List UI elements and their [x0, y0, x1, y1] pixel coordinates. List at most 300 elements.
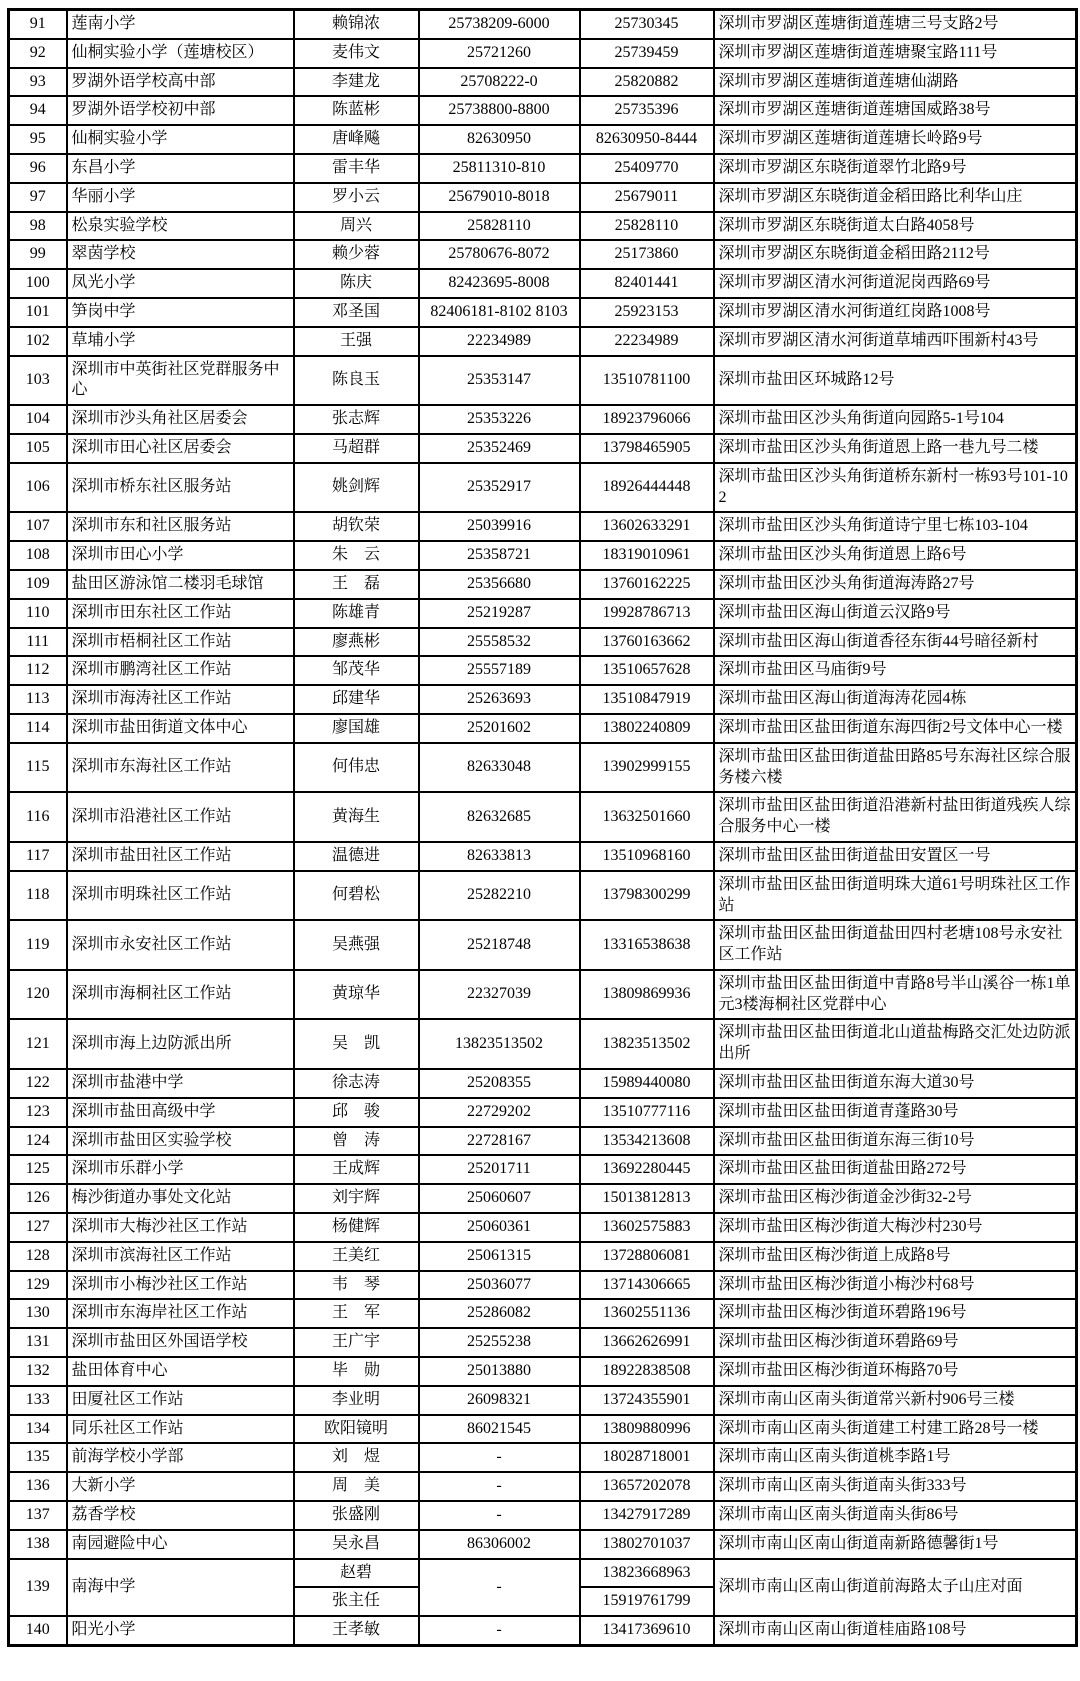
table-row — [9, 1357, 1077, 1386]
table-row — [9, 1415, 1077, 1444]
cell-contact: 黄海生 — [294, 792, 419, 842]
cell-contact: 徐志涛 — [294, 1069, 419, 1098]
table-row — [9, 970, 1077, 1020]
cell-address: 深圳市盐田区盐田街道东海大道30号 — [714, 1069, 1077, 1098]
cell-seq: 118 — [9, 871, 67, 921]
table-row — [9, 269, 1077, 298]
cell-contact: 李建龙 — [294, 68, 419, 97]
cell-name: 草埔小学 — [67, 327, 294, 356]
cell-phone: 25353147 — [419, 356, 580, 406]
cell-contact: 马超群 — [294, 434, 419, 463]
cell-mobile: 13809869936 — [580, 970, 714, 1020]
cell-phone: 25356680 — [419, 570, 580, 599]
cell-mobile: 13510968160 — [580, 842, 714, 871]
cell-seq: 130 — [9, 1299, 67, 1328]
cell-mobile: 13602633291 — [580, 512, 714, 541]
cell-mobile: 13714306665 — [580, 1271, 714, 1300]
cell-mobile: 13802240809 — [580, 714, 714, 743]
cell-name: 笋岗中学 — [67, 298, 294, 327]
cell-phone: 25036077 — [419, 1271, 580, 1300]
cell-phone: 25208355 — [419, 1069, 580, 1098]
cell-address: 深圳市盐田区沙头角街道桥东新村一栋93号101-102 — [714, 463, 1077, 513]
cell-phone: 25828110 — [419, 212, 580, 241]
cell-phone: 86021545 — [419, 1415, 580, 1444]
table-row — [9, 463, 1077, 513]
cell-address: 深圳市盐田区梅沙街道大梅沙村230号 — [714, 1213, 1077, 1242]
cell-name: 深圳市田心社区居委会 — [67, 434, 294, 463]
table-row — [9, 1155, 1077, 1184]
cell-contact: 赖锦浓 — [294, 10, 419, 39]
cell-address: 深圳市罗湖区东晓街道金稻田路比利华山庄 — [714, 183, 1077, 212]
cell-address: 深圳市盐田区盐田街道沿港新村盐田街道残疾人综合服务中心一楼 — [714, 792, 1077, 842]
cell-name: 同乐社区工作站 — [67, 1415, 294, 1444]
cell-contact: 吴燕强 — [294, 920, 419, 970]
cell-phone: 25353226 — [419, 405, 580, 434]
table-row — [9, 212, 1077, 241]
cell-name: 深圳市海桐社区工作站 — [67, 970, 294, 1020]
cell-address: 深圳市盐田区盐田街道盐田路85号东海社区综合服务楼六楼 — [714, 743, 1077, 793]
cell-name: 华丽小学 — [67, 183, 294, 212]
cell-seq: 110 — [9, 599, 67, 628]
cell-name: 阳光小学 — [67, 1616, 294, 1645]
cell-name: 深圳市沙头角社区居委会 — [67, 405, 294, 434]
cell-name: 罗湖外语学校初中部 — [67, 96, 294, 125]
cell-phone: 22327039 — [419, 970, 580, 1020]
table-row — [9, 1213, 1077, 1242]
cell-name: 深圳市中英街社区党群服务中心 — [67, 356, 294, 406]
table-row — [9, 792, 1077, 842]
cell-address: 深圳市南山区南头街道建工村建工路28号一楼 — [714, 1415, 1077, 1444]
cell-address: 深圳市罗湖区东晓街道金稻田路2112号 — [714, 240, 1077, 269]
cell-contact: 欧阳镜明 — [294, 1415, 419, 1444]
cell-address: 深圳市盐田区马庙街9号 — [714, 656, 1077, 685]
cell-contact: 廖国雄 — [294, 714, 419, 743]
cell-address: 深圳市南山区南山街道桂庙路108号 — [714, 1616, 1077, 1645]
cell-contact: 韦 琴 — [294, 1271, 419, 1300]
cell-seq: 131 — [9, 1328, 67, 1357]
cell-contact: 邹茂华 — [294, 656, 419, 685]
cell-address: 深圳市盐田区盐田街道明珠大道61号明珠社区工作站 — [714, 871, 1077, 921]
table-row — [9, 1271, 1077, 1300]
cell-address: 深圳市罗湖区东晓街道翠竹北路9号 — [714, 154, 1077, 183]
cell-seq: 124 — [9, 1127, 67, 1156]
cell-contact: 廖燕彬 — [294, 628, 419, 657]
cell-contact: 罗小云 — [294, 183, 419, 212]
cell-contact: 李业明 — [294, 1386, 419, 1415]
cell-contact: 邱 骏 — [294, 1098, 419, 1127]
cell-phone: - — [419, 1559, 580, 1617]
cell-name: 深圳市永安社区工作站 — [67, 920, 294, 970]
cell-name: 深圳市田心小学 — [67, 541, 294, 570]
cell-seq: 108 — [9, 541, 67, 570]
cell-address: 深圳市盐田区环城路12号 — [714, 356, 1077, 406]
cell-mobile: 13902999155 — [580, 743, 714, 793]
table-row — [9, 920, 1077, 970]
cell-mobile: 18922838508 — [580, 1357, 714, 1386]
cell-seq: 113 — [9, 685, 67, 714]
cell-seq: 96 — [9, 154, 67, 183]
cell-phone: 25282210 — [419, 871, 580, 921]
cell-phone: 82406181-8102 8103 — [419, 298, 580, 327]
cell-mobile: 25409770 — [580, 154, 714, 183]
table-row — [9, 1559, 1077, 1588]
cell-contact: 周兴 — [294, 212, 419, 241]
cell-contact: 何伟忠 — [294, 743, 419, 793]
cell-seq: 117 — [9, 842, 67, 871]
cell-name: 南园避险中心 — [67, 1530, 294, 1559]
cell-name: 深圳市盐港中学 — [67, 1069, 294, 1098]
cell-mobile: 18028718001 — [580, 1443, 714, 1472]
cell-phone: - — [419, 1501, 580, 1530]
cell-contact: 雷丰华 — [294, 154, 419, 183]
cell-address: 深圳市罗湖区清水河街道草埔西吓围新村43号 — [714, 327, 1077, 356]
cell-contact: 王孝敏 — [294, 1616, 419, 1645]
cell-address: 深圳市盐田区海山街道海涛花园4栋 — [714, 685, 1077, 714]
cell-mobile: 13662626991 — [580, 1328, 714, 1357]
cell-seq: 129 — [9, 1271, 67, 1300]
cell-seq: 133 — [9, 1386, 67, 1415]
cell-name: 翠茵学校 — [67, 240, 294, 269]
cell-mobile: 18926444448 — [580, 463, 714, 513]
cell-name: 深圳市东和社区服务站 — [67, 512, 294, 541]
cell-phone: 22729202 — [419, 1098, 580, 1127]
cell-name: 深圳市盐田区外国语学校 — [67, 1328, 294, 1357]
cell-seq: 111 — [9, 628, 67, 657]
cell-phone: 25557189 — [419, 656, 580, 685]
cell-name: 深圳市东海社区工作站 — [67, 743, 294, 793]
cell-name: 深圳市田东社区工作站 — [67, 599, 294, 628]
cell-phone: 82630950 — [419, 125, 580, 154]
cell-seq: 121 — [9, 1019, 67, 1069]
cell-name: 深圳市沿港社区工作站 — [67, 792, 294, 842]
cell-address: 深圳市罗湖区莲塘街道莲塘三号支路2号 — [714, 10, 1077, 39]
cell-seq: 93 — [9, 68, 67, 97]
cell-address: 深圳市罗湖区清水河街道红岗路1008号 — [714, 298, 1077, 327]
cell-seq: 106 — [9, 463, 67, 513]
cell-name: 东昌小学 — [67, 154, 294, 183]
cell-seq: 101 — [9, 298, 67, 327]
cell-mobile: 13798465905 — [580, 434, 714, 463]
cell-name: 深圳市东海岸社区工作站 — [67, 1299, 294, 1328]
cell-seq: 127 — [9, 1213, 67, 1242]
table-row — [9, 10, 1077, 39]
cell-seq: 104 — [9, 405, 67, 434]
cell-phone: 22234989 — [419, 327, 580, 356]
cell-address: 深圳市盐田区沙头角街道恩上路6号 — [714, 541, 1077, 570]
table-row — [9, 434, 1077, 463]
cell-phone: 25358721 — [419, 541, 580, 570]
cell-mobile: 82401441 — [580, 269, 714, 298]
table-row — [9, 842, 1077, 871]
cell-phone: - — [419, 1616, 580, 1645]
cell-mobile: 13510781100 — [580, 356, 714, 406]
cell-phone: 25679010-8018 — [419, 183, 580, 212]
cell-phone: 82633813 — [419, 842, 580, 871]
cell-mobile: 13632501660 — [580, 792, 714, 842]
cell-contact: 赵碧 — [294, 1559, 419, 1588]
cell-mobile: 13823668963 — [580, 1559, 714, 1588]
cell-seq: 91 — [9, 10, 67, 39]
table-row — [9, 1019, 1077, 1069]
table-row — [9, 39, 1077, 68]
cell-mobile: 13802701037 — [580, 1530, 714, 1559]
table-row — [9, 1616, 1077, 1645]
cell-phone: 22728167 — [419, 1127, 580, 1156]
cell-contact: 姚剑辉 — [294, 463, 419, 513]
table-row — [9, 1530, 1077, 1559]
cell-seq: 92 — [9, 39, 67, 68]
cell-seq: 123 — [9, 1098, 67, 1127]
table-row — [9, 599, 1077, 628]
table-row — [9, 1386, 1077, 1415]
cell-seq: 134 — [9, 1415, 67, 1444]
cell-contact: 王成辉 — [294, 1155, 419, 1184]
cell-address: 深圳市盐田区沙头角街道诗宁里七栋103-104 — [714, 512, 1077, 541]
cell-name: 荔香学校 — [67, 1501, 294, 1530]
cell-address: 深圳市盐田区梅沙街道环碧路69号 — [714, 1328, 1077, 1357]
cell-phone: 25286082 — [419, 1299, 580, 1328]
cell-contact: 陈蓝彬 — [294, 96, 419, 125]
cell-mobile: 25679011 — [580, 183, 714, 212]
cell-contact: 唐峰飚 — [294, 125, 419, 154]
table-row — [9, 685, 1077, 714]
table-row — [9, 68, 1077, 97]
cell-seq: 103 — [9, 356, 67, 406]
cell-seq: 140 — [9, 1616, 67, 1645]
cell-address: 深圳市罗湖区莲塘街道莲塘聚宝路111号 — [714, 39, 1077, 68]
cell-address: 深圳市南山区南头街道南头街86号 — [714, 1501, 1077, 1530]
cell-name: 仙桐实验小学 — [67, 125, 294, 154]
cell-name: 南海中学 — [67, 1559, 294, 1617]
cell-mobile: 25173860 — [580, 240, 714, 269]
table-row — [9, 512, 1077, 541]
table-row — [9, 1127, 1077, 1156]
cell-mobile: 13760163662 — [580, 628, 714, 657]
cell-contact: 陈庆 — [294, 269, 419, 298]
cell-mobile: 13760162225 — [580, 570, 714, 599]
cell-address: 深圳市罗湖区莲塘街道莲塘长岭路9号 — [714, 125, 1077, 154]
cell-contact: 毕 勋 — [294, 1357, 419, 1386]
cell-mobile: 13798300299 — [580, 871, 714, 921]
cell-seq: 120 — [9, 970, 67, 1020]
cell-seq: 138 — [9, 1530, 67, 1559]
cell-seq: 119 — [9, 920, 67, 970]
cell-mobile: 13534213608 — [580, 1127, 714, 1156]
cell-name: 莲南小学 — [67, 10, 294, 39]
cell-seq: 100 — [9, 269, 67, 298]
table-row — [9, 298, 1077, 327]
table-row — [9, 1501, 1077, 1530]
cell-seq: 137 — [9, 1501, 67, 1530]
cell-name: 仙桐实验小学（莲塘校区） — [67, 39, 294, 68]
table-row — [9, 628, 1077, 657]
cell-seq: 114 — [9, 714, 67, 743]
table-row — [9, 240, 1077, 269]
cell-contact: 周 美 — [294, 1472, 419, 1501]
cell-name: 梅沙街道办事处文化站 — [67, 1184, 294, 1213]
table-row — [9, 1472, 1077, 1501]
cell-seq: 107 — [9, 512, 67, 541]
cell-phone: - — [419, 1472, 580, 1501]
cell-seq: 128 — [9, 1242, 67, 1271]
cell-phone: 25352917 — [419, 463, 580, 513]
cell-seq: 95 — [9, 125, 67, 154]
cell-name: 大新小学 — [67, 1472, 294, 1501]
cell-mobile: 25730345 — [580, 10, 714, 39]
table-row — [9, 356, 1077, 406]
cell-phone: 82423695-8008 — [419, 269, 580, 298]
cell-mobile: 13510777116 — [580, 1098, 714, 1127]
cell-name: 深圳市大梅沙社区工作站 — [67, 1213, 294, 1242]
cell-phone: 86306002 — [419, 1530, 580, 1559]
table-row — [9, 541, 1077, 570]
cell-contact: 王 磊 — [294, 570, 419, 599]
cell-contact: 王广宇 — [294, 1328, 419, 1357]
cell-address: 深圳市罗湖区东晓街道太白路4058号 — [714, 212, 1077, 241]
cell-phone: 25780676-8072 — [419, 240, 580, 269]
cell-name: 盐田体育中心 — [67, 1357, 294, 1386]
cell-name: 深圳市乐群小学 — [67, 1155, 294, 1184]
cell-phone: - — [419, 1443, 580, 1472]
cell-address: 深圳市罗湖区莲塘街道莲塘仙湖路 — [714, 68, 1077, 97]
cell-contact: 赖少蓉 — [294, 240, 419, 269]
cell-mobile: 13692280445 — [580, 1155, 714, 1184]
cell-phone: 25738209-6000 — [419, 10, 580, 39]
cell-seq: 125 — [9, 1155, 67, 1184]
cell-phone: 25201602 — [419, 714, 580, 743]
cell-seq: 112 — [9, 656, 67, 685]
table-row — [9, 1242, 1077, 1271]
table-row — [9, 570, 1077, 599]
cell-seq: 132 — [9, 1357, 67, 1386]
cell-contact: 张主任 — [294, 1587, 419, 1616]
cell-address: 深圳市南山区南头街道常兴新村906号三楼 — [714, 1386, 1077, 1415]
cell-mobile: 25735396 — [580, 96, 714, 125]
cell-mobile: 82630950-8444 — [580, 125, 714, 154]
cell-contact: 王 军 — [294, 1299, 419, 1328]
cell-contact: 何碧松 — [294, 871, 419, 921]
cell-address: 深圳市盐田区盐田街道青蓬路30号 — [714, 1098, 1077, 1127]
table-row — [9, 1328, 1077, 1357]
cell-contact: 邓圣国 — [294, 298, 419, 327]
cell-name: 深圳市盐田街道文体中心 — [67, 714, 294, 743]
cell-address: 深圳市盐田区盐田街道东海四街2号文体中心一楼 — [714, 714, 1077, 743]
table-row — [9, 96, 1077, 125]
table-row — [9, 1299, 1077, 1328]
cell-mobile: 13809880996 — [580, 1415, 714, 1444]
cell-address: 深圳市盐田区盐田街道盐田路272号 — [714, 1155, 1077, 1184]
cell-phone: 25352469 — [419, 434, 580, 463]
cell-seq: 105 — [9, 434, 67, 463]
table-row — [9, 1069, 1077, 1098]
cell-contact: 曾 涛 — [294, 1127, 419, 1156]
cell-mobile: 13724355901 — [580, 1386, 714, 1415]
cell-name: 罗湖外语学校高中部 — [67, 68, 294, 97]
cell-phone: 25738800-8800 — [419, 96, 580, 125]
table-row — [9, 656, 1077, 685]
table-row — [9, 1443, 1077, 1472]
cell-mobile: 25820882 — [580, 68, 714, 97]
cell-address: 深圳市盐田区梅沙街道小梅沙村68号 — [714, 1271, 1077, 1300]
cell-mobile: 13510847919 — [580, 685, 714, 714]
cell-mobile: 13510657628 — [580, 656, 714, 685]
cell-name: 深圳市桥东社区服务站 — [67, 463, 294, 513]
cell-phone: 25201711 — [419, 1155, 580, 1184]
cell-phone: 25218748 — [419, 920, 580, 970]
cell-contact: 张志辉 — [294, 405, 419, 434]
cell-mobile: 22234989 — [580, 327, 714, 356]
cell-address: 深圳市盐田区盐田街道东海三街10号 — [714, 1127, 1077, 1156]
cell-address: 深圳市盐田区盐田街道北山道盐梅路交汇处边防派出所 — [714, 1019, 1077, 1069]
cell-phone: 25061315 — [419, 1242, 580, 1271]
cell-mobile: 13427917289 — [580, 1501, 714, 1530]
table-row — [9, 743, 1077, 793]
cell-address: 深圳市盐田区海山街道云汉路9号 — [714, 599, 1077, 628]
cell-name: 深圳市小梅沙社区工作站 — [67, 1271, 294, 1300]
cell-seq: 94 — [9, 96, 67, 125]
cell-mobile: 13602551136 — [580, 1299, 714, 1328]
cell-mobile: 25828110 — [580, 212, 714, 241]
cell-phone: 25060361 — [419, 1213, 580, 1242]
cell-address: 深圳市盐田区盐田街道盐田四村老塘108号永安社区工作站 — [714, 920, 1077, 970]
cell-address: 深圳市盐田区梅沙街道金沙街32-2号 — [714, 1184, 1077, 1213]
cell-name: 深圳市盐田高级中学 — [67, 1098, 294, 1127]
cell-contact: 吴永昌 — [294, 1530, 419, 1559]
cell-contact: 刘 煜 — [294, 1443, 419, 1472]
cell-address: 深圳市盐田区梅沙街道上成路8号 — [714, 1242, 1077, 1271]
cell-contact: 温德进 — [294, 842, 419, 871]
cell-phone: 25013880 — [419, 1357, 580, 1386]
cell-address: 深圳市盐田区沙头角街道海涛路27号 — [714, 570, 1077, 599]
cell-seq: 99 — [9, 240, 67, 269]
cell-contact: 吴 凯 — [294, 1019, 419, 1069]
cell-contact: 胡钦荣 — [294, 512, 419, 541]
cell-name: 深圳市海上边防派出所 — [67, 1019, 294, 1069]
table-row — [9, 1098, 1077, 1127]
cell-phone: 26098321 — [419, 1386, 580, 1415]
cell-address: 深圳市盐田区盐田街道中青路8号半山溪谷一栋1单元3楼海桐社区党群中心 — [714, 970, 1077, 1020]
cell-address: 深圳市罗湖区清水河街道泥岗西路69号 — [714, 269, 1077, 298]
cell-mobile: 18319010961 — [580, 541, 714, 570]
cell-mobile: 13316538638 — [580, 920, 714, 970]
cell-address: 深圳市盐田区梅沙街道环碧路196号 — [714, 1299, 1077, 1328]
cell-contact: 陈良玉 — [294, 356, 419, 406]
table-row — [9, 327, 1077, 356]
cell-contact: 王美红 — [294, 1242, 419, 1271]
cell-phone: 13823513502 — [419, 1019, 580, 1069]
cell-address: 深圳市盐田区沙头角街道恩上路一巷九号二楼 — [714, 434, 1077, 463]
cell-contact: 麦伟文 — [294, 39, 419, 68]
cell-seq: 136 — [9, 1472, 67, 1501]
cell-phone: 25558532 — [419, 628, 580, 657]
cell-seq: 97 — [9, 183, 67, 212]
cell-contact: 陈雄青 — [294, 599, 419, 628]
table-row — [9, 871, 1077, 921]
cell-contact: 朱 云 — [294, 541, 419, 570]
cell-phone: 82633048 — [419, 743, 580, 793]
table-row — [9, 405, 1077, 434]
cell-name: 深圳市盐田社区工作站 — [67, 842, 294, 871]
cell-name: 深圳市盐田区实验学校 — [67, 1127, 294, 1156]
table-row — [9, 125, 1077, 154]
cell-name: 凤光小学 — [67, 269, 294, 298]
cell-seq: 116 — [9, 792, 67, 842]
cell-phone: 25039916 — [419, 512, 580, 541]
cell-seq: 102 — [9, 327, 67, 356]
cell-mobile: 13602575883 — [580, 1213, 714, 1242]
cell-name: 深圳市明珠社区工作站 — [67, 871, 294, 921]
contact-directory-table — [7, 8, 1078, 1647]
